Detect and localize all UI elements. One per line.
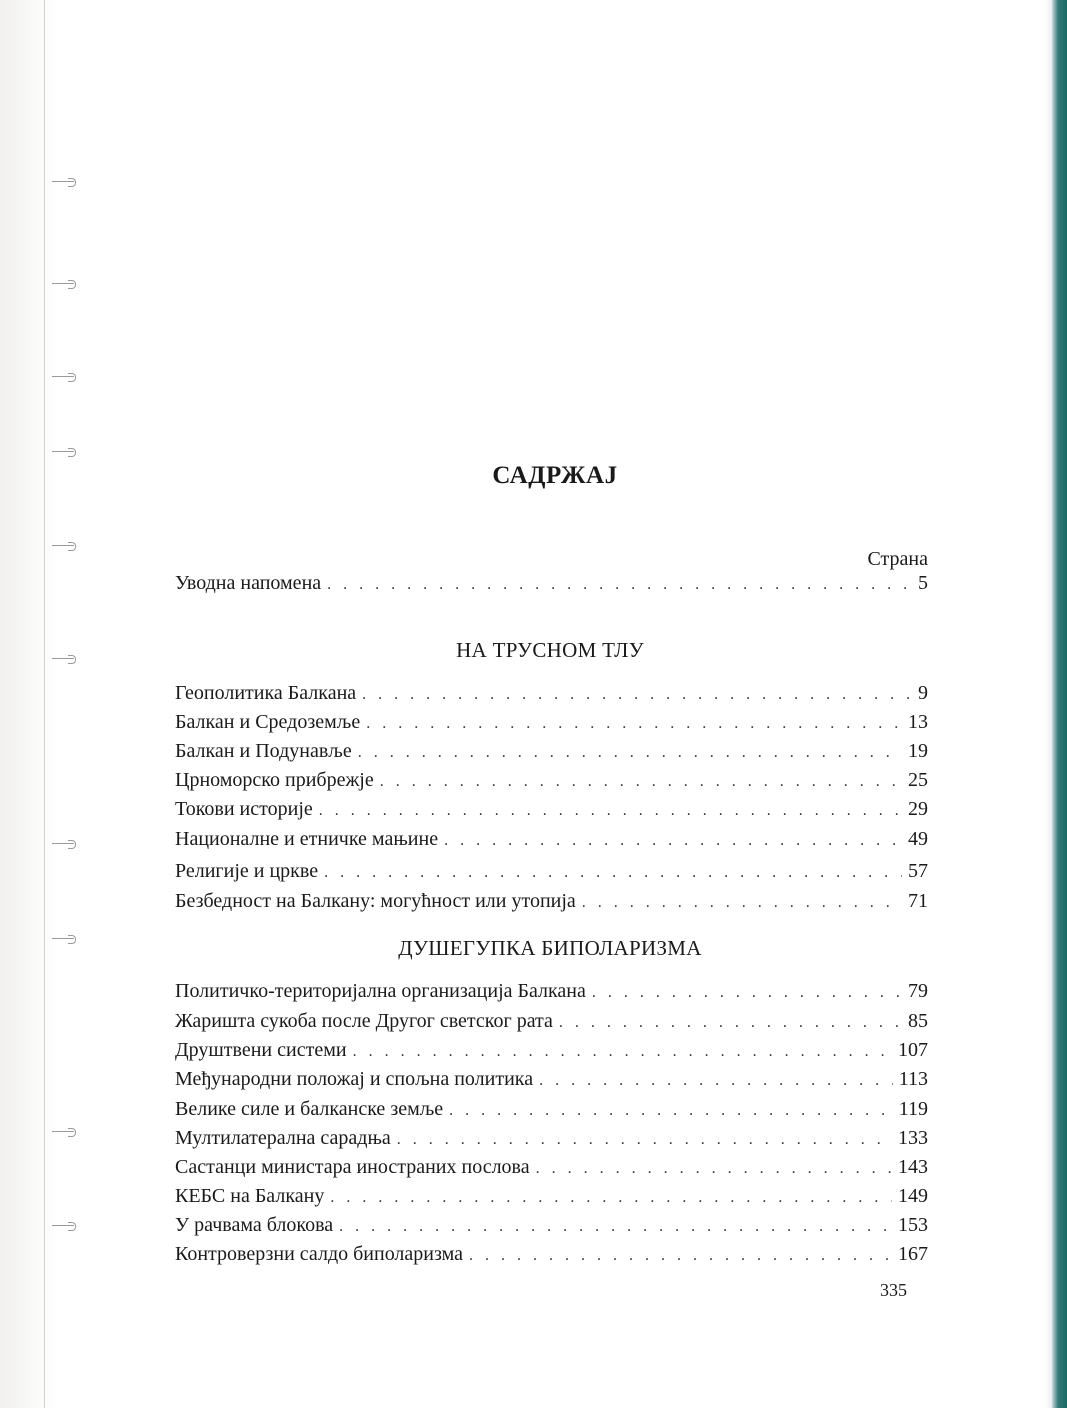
toc-entry[interactable] [175,767,928,793]
stitch-mark [52,542,82,550]
dot-leader [362,682,912,708]
toc-entry-page: 119 [898,1098,928,1120]
toc-entry[interactable] [175,738,928,764]
toc-entry[interactable] [175,858,928,884]
stitch-mark [52,373,82,381]
dot-leader [330,1185,892,1211]
stitch-mark [52,1222,82,1230]
toc-entry-page: 167 [898,1243,928,1265]
toc-entry-label: Балкан и Средоземље [175,711,361,733]
toc-entry[interactable] [175,888,928,914]
page-number: 335 [880,1280,907,1300]
dot-leader [559,1010,902,1036]
toc-entry[interactable] [175,1154,928,1180]
page-title: САДРЖАЈ [492,462,618,489]
dot-leader [366,711,902,737]
toc-entry[interactable] [175,1183,928,1209]
toc-entry-label: Политичко-територијална организација Балкана [175,980,586,1002]
toc-entry-page: 149 [898,1185,928,1207]
toc-entry-label: Токови историје [175,798,313,820]
toc-entry-page: 71 [908,890,928,912]
dot-leader [324,860,902,886]
dot-leader [449,1098,893,1124]
toc-entry-page: 19 [908,740,928,762]
toc-entry-page: 49 [908,828,928,850]
toc-entry-label: Међународни положај и спољна политика [175,1068,534,1090]
toc-entry-intro[interactable] [175,570,928,596]
stitch-mark [52,448,82,456]
toc-entry[interactable] [175,1125,928,1151]
toc-entry-page: 79 [908,980,928,1002]
dot-leader [327,572,912,598]
toc-entry[interactable] [175,1096,928,1122]
toc-entry[interactable] [175,796,928,822]
dot-leader [536,1156,892,1182]
toc-entry-label: Уводна напомена [175,572,322,594]
dot-leader [380,769,902,795]
toc-entry-page: 57 [908,860,928,882]
dot-leader [319,798,902,824]
toc-entry[interactable] [175,1212,928,1238]
toc-entry-label: Безбедност на Балкану: могућност или утопија [175,890,576,912]
toc-entry-label: Црноморско прибрежје [175,769,374,791]
toc-entry[interactable] [175,1241,928,1267]
dot-leader [592,980,902,1006]
dot-leader [339,1214,892,1240]
toc-entry-label: Контроверзни салдо биполаризма [175,1243,464,1265]
dot-leader [582,890,902,916]
toc-entry[interactable] [175,1037,928,1063]
toc-entry-label: Религије и цркве [175,860,319,882]
section-heading-1: НА ТРУСНОМ ТЛУ [456,638,644,662]
toc-entry[interactable] [175,1066,928,1092]
dot-leader [397,1127,892,1153]
page-column-label: Страна [867,548,928,570]
toc-entry-label: Геополитика Балкана [175,682,357,704]
toc-entry[interactable] [175,1008,928,1034]
toc-entry-label: Националне и етничке мањине [175,828,439,850]
toc-entry-page: 29 [908,798,928,820]
binding-edge [0,0,60,1408]
toc-entry-label: Балкан и Подунавље [175,740,352,762]
section-heading-2: ДУШЕГУПКА БИПОЛАРИЗМА [398,936,702,960]
toc-entry-label: Жаришта сукоба после Другог светског рата [175,1010,553,1032]
toc-entry-label: Друштвени системи [175,1039,347,1061]
toc-entry-page: 9 [918,682,928,704]
dot-leader [539,1068,893,1094]
stitch-mark [52,1128,82,1136]
toc-entry-page: 143 [898,1156,928,1178]
toc-entry-page: 5 [918,572,928,594]
toc-entry-label: Велике силе и балканске земље [175,1098,444,1120]
dot-leader [444,828,902,854]
toc-entry[interactable] [175,709,928,735]
toc-entry-page: 25 [908,769,928,791]
toc-entry-page: 107 [898,1039,928,1061]
toc-entry-label: КЕБС на Балкану [175,1185,325,1207]
toc-entry-page: 113 [898,1068,928,1090]
binding-fold-line [44,0,45,1408]
stitch-mark [52,178,82,186]
toc-entry-page: 153 [898,1214,928,1236]
toc-entry-label: У рачвама блокова [175,1214,334,1236]
stitch-mark [52,280,82,288]
cover-edge [1052,0,1067,1408]
dot-leader [469,1243,892,1269]
toc-entry-page: 133 [898,1127,928,1149]
dot-leader [358,740,902,766]
toc-entry-page: 13 [908,711,928,733]
toc-entry-label: Састанци министара иностраних послова [175,1156,530,1178]
toc-entry[interactable] [175,826,928,852]
toc-entry-label: Мултилатерална сарадња [175,1127,391,1149]
stitch-mark [52,840,82,848]
toc-entry[interactable] [175,680,928,706]
dot-leader [353,1039,892,1065]
toc-entry[interactable] [175,978,928,1004]
toc-entry-page: 85 [908,1010,928,1032]
